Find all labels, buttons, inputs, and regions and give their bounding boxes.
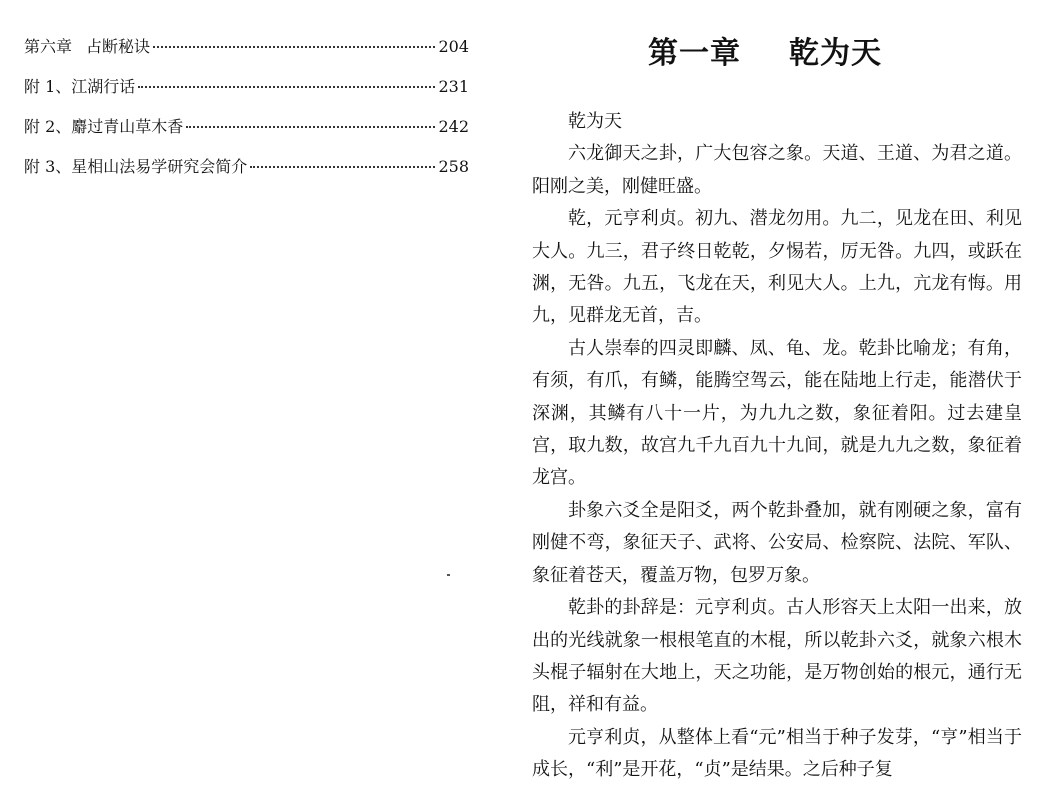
toc-entry-page: 204 [438,37,469,56]
toc-entry-page: 231 [438,77,469,96]
toc-entry-title: 麝过青山草木香 [71,117,184,136]
chapter-heading [648,28,882,72]
toc-entry-label: 第六章 [24,37,73,56]
scan-speck [447,574,450,576]
section-title: 乾为天 [568,111,622,132]
left-page [0,0,500,800]
paragraph: 乾卦的卦辞是：元亨利贞。古人形容天上太阳一出来，放出的光线就象一根根笔直的木棍，所以乾卦六爻，就象六根木头棍子辐射在大地上，天之功能，是万物创始的根元，通行无阻，祥和有益。 [532,597,1022,716]
toc-entry [24,154,469,194]
toc-entry [24,34,469,74]
toc-entry-page: 242 [438,117,469,136]
paragraph: 六龙御天之卦，广大包容之象。天道、王道、为君之道。阳刚之美，刚健旺盛。 [532,143,1022,197]
paragraph: 卦象六爻全是阳爻，两个乾卦叠加，就有刚硬之象，富有刚健不弯，象征天子、武将、公安局、检察院、法院、军队、象征着苍天，覆盖万物，包罗万象。 [532,499,1022,586]
paragraph: 元亨利贞，从整体上看“元”相当于种子发芽，“亨”相当于成长，“利”是开花，“贞”是结果。之后种子复 [532,726,1022,781]
toc-entry-label: 附 1、 [24,77,72,96]
right-page [520,0,1041,800]
paragraph: 古人崇奉的四灵即麟、凤、龟、龙。乾卦比喻龙；有角，有须，有爪，有鳞，能腾空驾云，能在陆地上行走，能潜伏于深渊，其鳞有八十一片，为九九之数，象征着阳。过去建皇宫，取九数，故宫九千九百九十九间，就是九九之数，象征着龙宫。 [532,337,1022,489]
toc-dot-leader [250,166,435,168]
toc-entry-title: 江湖行话 [71,77,136,96]
toc-dot-leader [153,46,435,48]
toc-entry-page: 258 [438,157,469,176]
toc-dot-leader [138,86,435,88]
toc-entry-title: 占断秘诀 [86,37,151,56]
chapter-label: 第一章 [648,36,741,71]
chapter-title: 乾为天 [789,36,882,71]
chapter-body [532,106,1022,787]
toc-dot-leader [186,126,435,128]
toc-entry-label: 附 3、 [24,157,72,176]
table-of-contents [24,34,469,194]
toc-entry [24,74,469,114]
paragraph: 乾，元亨利贞。初九、潜龙勿用。九二，见龙在田、利见大人。九三，君子终日乾乾，夕惕若，厉无咎。九四，或跃在渊，无咎。九五，飞龙在天，利见大人。上九，亢龙有悔。用九，见群龙无首，吉。 [532,208,1022,327]
toc-entry-title: 星相山法易学研究会简介 [71,157,248,176]
toc-entry-label: 附 2、 [24,117,72,136]
toc-entry [24,114,469,154]
